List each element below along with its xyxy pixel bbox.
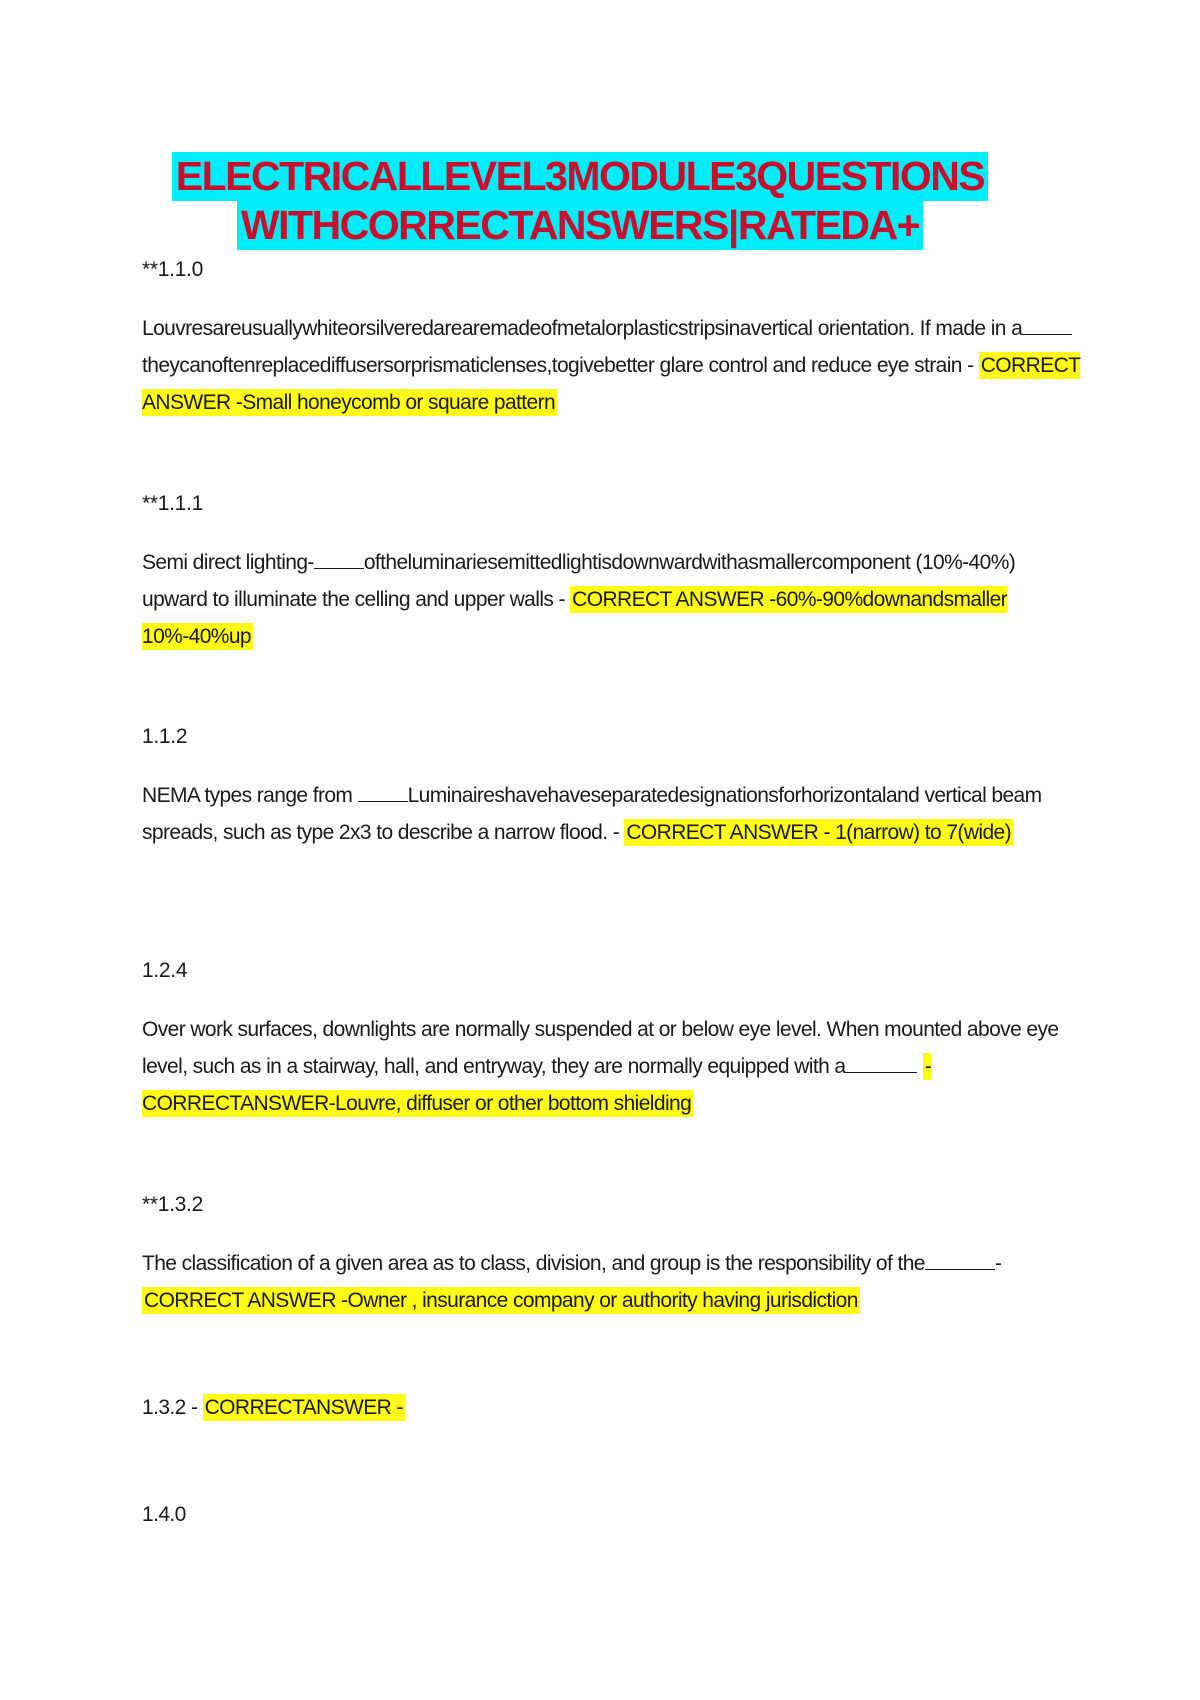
question-number: **1.1.0 [142,258,203,281]
document-title [0,152,1160,250]
answer-blank [358,783,408,802]
question-text-before: Over work surfaces, downlights are normally suspended at or below eye level. When mounted above eye level, such as in a stairway, hall, and entryway, they are normally equipped with a [142,1018,1059,1078]
question-text-before: Louvresareusuallywhiteorsilveredarearemadeofmetalorplasticstripsinavertical orientation. If made in a [142,317,1023,340]
question-text [142,1389,1082,1426]
question-text [142,544,1082,655]
question-item [142,1191,1082,1319]
question-item [142,957,1082,1122]
question-item [142,1389,1082,1426]
title-line-2: WITHCORRECTANSWERS|RATEDA+ [237,201,923,250]
question-text-after: - [994,1252,1002,1275]
question-text [142,1245,1082,1319]
question-text-after: Luminaireshavehaveseparatedesignationsforhorizontaland vertical beam spreads, such as type 2x3 to describe a narrow flood. - [142,784,1042,844]
question-text-before: NEMA types range from [142,784,353,807]
answer-blank [1022,316,1072,335]
correct-answer-highlight: CORRECT ANSWER -Owner , insurance company or authority having jurisdiction [144,1289,858,1312]
question-text-before: The classification of a given area as to class, division, and group is the responsibility of the [142,1252,925,1275]
question-text-after: oftheluminariesemittedlightisdownwardwithasmallercomponent (10%-40%) upward to illuminate the celling and upper walls - [142,551,1016,611]
question-item [142,256,1082,421]
question-text-before: Semi direct lighting- [142,551,314,574]
correct-answer-highlight: CORRECT ANSWER -60%-90%downandsmaller 10%-40%up [142,588,1008,648]
question-item [142,490,1082,655]
answer-blank [314,550,364,569]
question-item [142,1496,1082,1533]
answer-blank [925,1251,995,1270]
answer-blank [845,1054,917,1073]
question-item [142,723,1082,851]
question-text [142,1011,1082,1122]
question-number: 1.4.0 [142,1503,186,1526]
question-text [142,310,1082,421]
correct-answer-highlight: CORRECT ANSWER -Small honeycomb or square pattern [142,354,1081,414]
question-number: **1.1.1 [142,492,203,515]
question-number: 1.3.2 - [142,1396,203,1419]
correct-answer-highlight: CORRECT ANSWER - 1(narrow) to 7(wide) [626,821,1011,844]
question-text-after: theycanoftenreplacediffusersorprismaticlenses,togivebetter glare control and reduce eye strain - [142,354,979,377]
question-number: 1.1.2 [142,725,188,748]
question-number: 1.2.4 [142,959,188,982]
question-text [142,777,1082,851]
correct-answer-highlight: CORRECTANSWER - [204,1396,403,1419]
question-number: **1.3.2 [142,1193,203,1216]
title-line-1: ELECTRICALLEVEL3MODULE3QUESTIONS [172,152,989,201]
correct-answer-highlight: - CORRECTANSWER-Louvre, diffuser or other bottom shielding [142,1055,932,1115]
